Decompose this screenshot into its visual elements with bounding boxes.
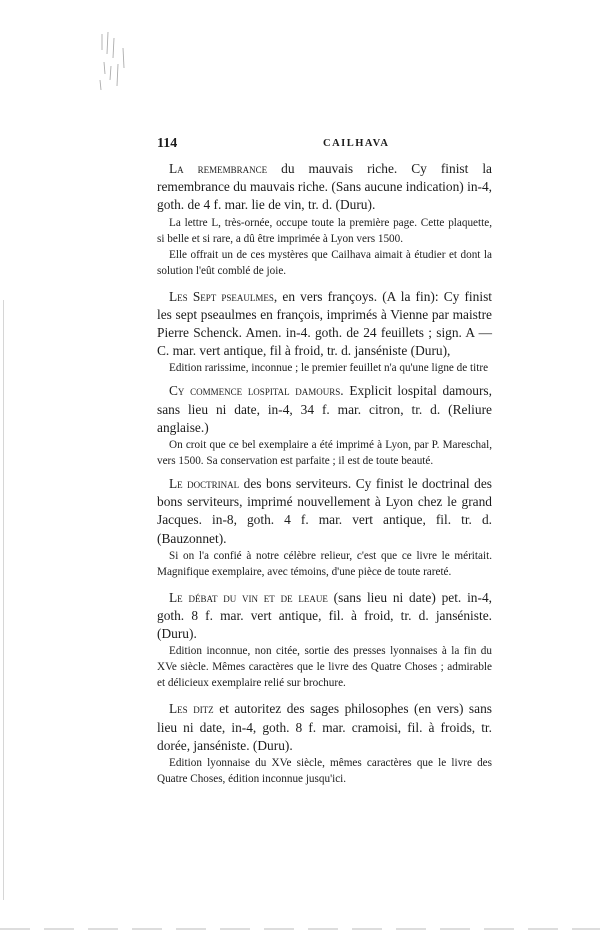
- catalogue-entry: [157, 160, 492, 279]
- catalogue-text: [157, 160, 492, 787]
- running-head: CAILHAVA: [323, 138, 390, 149]
- entry-main-text: [157, 160, 492, 215]
- entry-description: du mauvais riche. Cy finist la remembrance du mauvais riche. (Sans aucune indication) in-4, goth. de 4 f. mar. lie de vin, tr. d. (Duru).: [157, 161, 493, 213]
- entry-note: On croit que ce bel exemplaire a été imprimé à Lyon, par P. Mareschal, vers 1500. Sa conservation est parfaite ; il est de toute beauté.: [157, 439, 492, 468]
- entry-main-text: [157, 589, 492, 644]
- catalogue-entry: [157, 382, 492, 469]
- entry-description: (sans lieu ni date) pet. in-4, goth. 8 f. mar. vert antique, fil. à froid, tr. d. janséniste. (Duru).: [157, 589, 492, 642]
- entry-note: Si on l'a confié à notre célèbre relieur, c'est que ce livre le méritait. Magnifique exemplaire, avec témoins, d'une pièce de toute rareté.: [157, 549, 492, 578]
- entry-title: Les ditz: [169, 701, 214, 717]
- entry-note: Edition inconnue, non citée, sortie des presses lyonnaises à la fin du XVe siècle. Mêmes caractères que le livre des Quatre Choses ; admirable et délicieux exemplaire relié sur brochure.: [157, 645, 492, 690]
- entry-note: La lettre L, très-ornée, occupe toute la première page. Cette plaquette, si belle et si rare, a dû être imprimée à Lyon vers 1500.: [157, 216, 492, 245]
- entry-title: Le doctrinal: [169, 476, 240, 492]
- entry-description: des bons serviteurs. Cy finist le doctrinal des bons serviteurs, imprimé nouvellement à Lyon chez le grand Jacques. in-8, goth. 4 f. mar. vert antique, fil. tr. d. (Bauzonnet).: [157, 476, 492, 546]
- catalogue-entry: [157, 475, 492, 580]
- catalogue-entry: [157, 589, 492, 692]
- entry-title: Cy commence lospital damours.: [169, 383, 344, 399]
- entry-title: Le débat du vin et de leaue: [169, 589, 328, 605]
- entry-title: La remembrance: [169, 161, 268, 176]
- entry-main-text: [157, 700, 492, 755]
- entry-main-text: [157, 288, 492, 361]
- entry-description: , en vers françoys. (A la fin): Cy finist les sept pseaulmes en françois, imprimés à Vienne par maistre Pierre Schenck. Amen. in-4. goth. de 24 feuillets ; sign. A — C. mar. vert antique, fil à froid, tr. d. janséniste (Duru),: [157, 288, 492, 359]
- catalogue-entry: [157, 700, 492, 787]
- entry-main-text: [157, 475, 492, 548]
- catalogue-entry: [157, 288, 492, 377]
- entry-main-text: [157, 382, 492, 437]
- entry-note: Edition lyonnaise du XVe siècle, mêmes caractères que le livre des Quatre Choses, édition inconnue jusqu'ici.: [157, 757, 492, 786]
- handwritten-marks: [96, 28, 136, 98]
- entry-description: et autoritez des sages philosophes (en vers) sans lieu ni date, in-4, goth. 8 f. mar. cramoisi, fil. à froids, tr. dorée, janséniste. (Duru).: [157, 701, 492, 753]
- entry-title: Les Sept pseaulmes: [169, 288, 274, 304]
- page-edge-shadow: [3, 300, 4, 900]
- entry-description: Explicit lospital damours, sans lieu ni date, in-4, 34 f. mar. citron, tr. d. (Reliure anglaise.): [157, 383, 492, 435]
- page-header: [157, 136, 484, 154]
- page-number: 114: [157, 136, 178, 151]
- entry-note: Elle offrait un de ces mystères que Cailhava aimait à étudier et dont la solution l'eût comblé de joie.: [157, 248, 492, 277]
- entry-note: Edition rarissime, inconnue ; le premier feuillet n'a qu'une ligne de titre: [169, 362, 489, 375]
- page-bottom-edge: [0, 928, 600, 930]
